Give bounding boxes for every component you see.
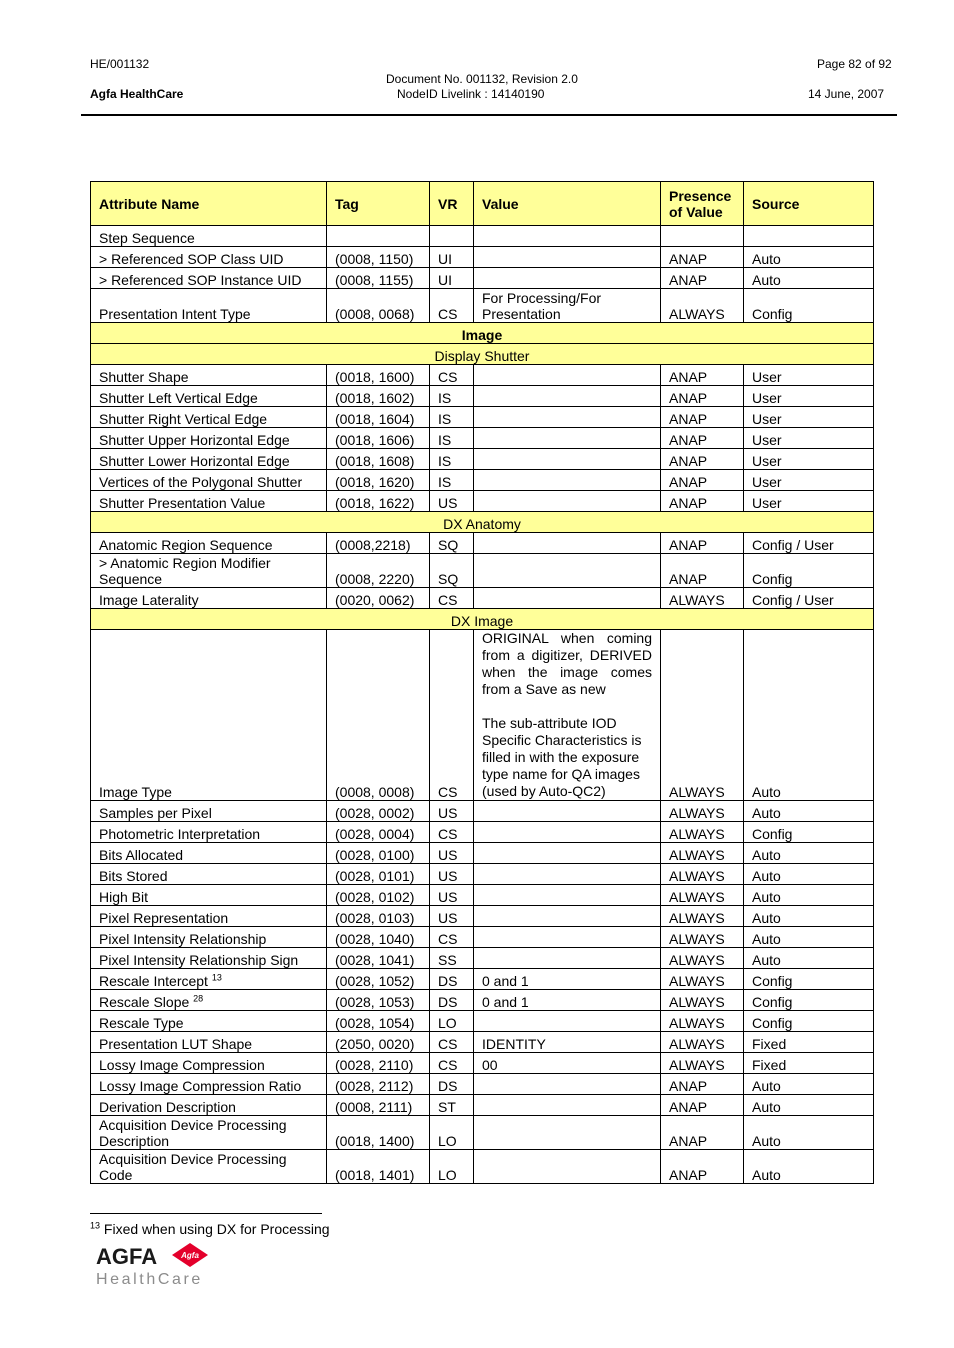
- table-row: [91, 822, 874, 843]
- cell-vr: IS: [430, 470, 474, 491]
- cell-presence: ALWAYS: [661, 801, 744, 822]
- table-row: [91, 885, 874, 906]
- cell-tag: (0028, 1052): [327, 969, 430, 990]
- table-row: [91, 801, 874, 822]
- cell-source: Config: [744, 289, 874, 323]
- cell-value: For Processing/For Presentation: [474, 289, 661, 323]
- header-rule: [81, 114, 897, 116]
- cell-attribute-name: Presentation LUT Shape: [91, 1032, 327, 1053]
- cell-attribute-name: Shutter Left Vertical Edge: [91, 386, 327, 407]
- cell-source: User: [744, 407, 874, 428]
- cell-attribute-name: Shutter Right Vertical Edge: [91, 407, 327, 428]
- cell-value: [474, 1116, 661, 1150]
- cell-tag: [327, 226, 430, 247]
- cell-presence: ALWAYS: [661, 990, 744, 1011]
- col-header-source: Source: [744, 182, 874, 226]
- table-row: [91, 927, 874, 948]
- cell-presence: ALWAYS: [661, 289, 744, 323]
- cell-value: [474, 630, 661, 801]
- footnote-number: 13: [90, 1220, 101, 1231]
- cell-vr: LO: [430, 1150, 474, 1184]
- doc-number: Document No. 001132, Revision 2.0: [386, 72, 578, 86]
- cell-attribute-name: Acquisition Device Processing Description: [91, 1116, 327, 1150]
- cell-tag: (0028, 0100): [327, 843, 430, 864]
- cell-presence: ANAP: [661, 1074, 744, 1095]
- table-row: [91, 449, 874, 470]
- cell-source: Auto: [744, 1150, 874, 1184]
- section-title-section-anatomy: DX Anatomy: [91, 512, 874, 533]
- cell-value: [474, 554, 661, 588]
- cell-presence: ALWAYS: [661, 1032, 744, 1053]
- cell-vr: DS: [430, 969, 474, 990]
- table-row: [91, 588, 874, 609]
- cell-vr: [430, 226, 474, 247]
- cell-value: [474, 386, 661, 407]
- cell-tag: (0028, 1040): [327, 927, 430, 948]
- table-row: [91, 247, 874, 268]
- cell-source: Auto: [744, 864, 874, 885]
- table-row: [91, 948, 874, 969]
- cell-source: Auto: [744, 927, 874, 948]
- cell-source: User: [744, 449, 874, 470]
- cell-vr: CS: [430, 289, 474, 323]
- table-row: [91, 969, 874, 990]
- table-row: [91, 428, 874, 449]
- footnote: [90, 1220, 330, 1238]
- cell-vr: UI: [430, 247, 474, 268]
- attribute-name: Rescale Slope: [99, 994, 190, 1010]
- table-row: [91, 630, 874, 801]
- cell-presence: ANAP: [661, 365, 744, 386]
- cell-presence: ALWAYS: [661, 927, 744, 948]
- cell-vr: US: [430, 885, 474, 906]
- col-header-attribute-name: Attribute Name: [91, 182, 327, 226]
- table-row: [91, 491, 874, 512]
- cell-tag: (0008, 0008): [327, 630, 430, 801]
- cell-presence: ANAP: [661, 1116, 744, 1150]
- table-row: [91, 407, 874, 428]
- cell-tag: (0028, 0103): [327, 906, 430, 927]
- cell-vr: IS: [430, 386, 474, 407]
- cell-value: [474, 268, 661, 289]
- table-row: [91, 533, 874, 554]
- cell-attribute-name: Shutter Shape: [91, 365, 327, 386]
- cell-vr: US: [430, 864, 474, 885]
- agfa-healthcare-logo: [95, 1240, 215, 1290]
- cell-source: Auto: [744, 1095, 874, 1116]
- cell-value: [474, 491, 661, 512]
- cell-source: Config / User: [744, 533, 874, 554]
- table-row: [91, 990, 874, 1011]
- cell-presence: [661, 226, 744, 247]
- cell-attribute-name: Photometric Interpretation: [91, 822, 327, 843]
- cell-tag: (0018, 1608): [327, 449, 430, 470]
- table-row: [91, 554, 874, 588]
- section-row: [91, 609, 874, 630]
- cell-presence: ANAP: [661, 554, 744, 588]
- cell-tag: (0008,2218): [327, 533, 430, 554]
- table-row: [91, 386, 874, 407]
- cell-value: [474, 247, 661, 268]
- cell-source: User: [744, 428, 874, 449]
- cell-tag: (0008, 2220): [327, 554, 430, 588]
- attribute-table: [90, 181, 874, 1184]
- cell-vr: US: [430, 843, 474, 864]
- cell-value: 00: [474, 1053, 661, 1074]
- cell-tag: (0028, 0101): [327, 864, 430, 885]
- cell-value: [474, 428, 661, 449]
- doc-date: 14 June, 2007: [808, 87, 885, 101]
- cell-value: [474, 407, 661, 428]
- cell-vr: US: [430, 801, 474, 822]
- cell-presence: ANAP: [661, 491, 744, 512]
- cell-source: User: [744, 470, 874, 491]
- logo-brand: AGFA: [96, 1244, 158, 1269]
- cell-vr: US: [430, 491, 474, 512]
- cell-value: [474, 1150, 661, 1184]
- table-row: [91, 843, 874, 864]
- footnote-text: Fixed when using DX for Processing: [103, 1221, 330, 1237]
- image-type-value-p1: ORIGINAL when coming from a digitizer, DERIVED when the image comes from a Save as new: [482, 630, 652, 697]
- doc-code: HE/001132: [90, 57, 150, 71]
- cell-presence: ALWAYS: [661, 969, 744, 990]
- cell-presence: ALWAYS: [661, 906, 744, 927]
- cell-presence: ALWAYS: [661, 885, 744, 906]
- attribute-name: Rescale Intercept: [99, 973, 208, 989]
- cell-presence: ANAP: [661, 1095, 744, 1116]
- cell-value: [474, 1074, 661, 1095]
- cell-vr: CS: [430, 630, 474, 801]
- cell-value: [474, 226, 661, 247]
- cell-vr: CS: [430, 1053, 474, 1074]
- cell-presence: ALWAYS: [661, 1011, 744, 1032]
- cell-presence: ANAP: [661, 386, 744, 407]
- cell-source: Config: [744, 969, 874, 990]
- cell-source: User: [744, 491, 874, 512]
- cell-presence: ALWAYS: [661, 630, 744, 801]
- cell-value: [474, 864, 661, 885]
- table-row: [91, 864, 874, 885]
- cell-tag: (0028, 1041): [327, 948, 430, 969]
- cell-vr: IS: [430, 449, 474, 470]
- cell-presence: ANAP: [661, 533, 744, 554]
- cell-tag: (2050, 0020): [327, 1032, 430, 1053]
- page-number: Page 82 of 92: [817, 57, 892, 71]
- table-row: [91, 289, 874, 323]
- cell-source: Auto: [744, 885, 874, 906]
- cell-presence: ALWAYS: [661, 588, 744, 609]
- cell-vr: IS: [430, 407, 474, 428]
- cell-value: [474, 533, 661, 554]
- cell-vr: DS: [430, 990, 474, 1011]
- table-row: [91, 365, 874, 386]
- cell-tag: (0028, 1054): [327, 1011, 430, 1032]
- cell-source: [744, 226, 874, 247]
- cell-presence: ALWAYS: [661, 822, 744, 843]
- cell-value: [474, 470, 661, 491]
- cell-attribute-name: Step Sequence: [91, 226, 327, 247]
- cell-value: IDENTITY: [474, 1032, 661, 1053]
- logo-badge: Agfa: [181, 1251, 199, 1260]
- cell-tag: (0020, 0062): [327, 588, 430, 609]
- cell-source: Auto: [744, 1116, 874, 1150]
- cell-presence: ANAP: [661, 470, 744, 491]
- cell-presence: ALWAYS: [661, 948, 744, 969]
- node-id: NodeID Livelink : 14140190: [397, 87, 545, 101]
- section-row: [91, 323, 874, 344]
- cell-vr: CS: [430, 588, 474, 609]
- cell-value: [474, 885, 661, 906]
- cell-tag: (0028, 0002): [327, 801, 430, 822]
- table-row: [91, 1150, 874, 1184]
- cell-presence: ALWAYS: [661, 864, 744, 885]
- cell-source: Fixed: [744, 1032, 874, 1053]
- cell-vr: DS: [430, 1074, 474, 1095]
- footnote-ref: 13: [211, 972, 222, 983]
- cell-value: [474, 843, 661, 864]
- cell-attribute-name: Image Type: [91, 630, 327, 801]
- cell-vr: LO: [430, 1011, 474, 1032]
- footnote-ref: 28: [193, 993, 204, 1004]
- table-body: [91, 226, 874, 1184]
- cell-presence: ANAP: [661, 428, 744, 449]
- col-header-presence: Presence of Value: [661, 182, 744, 226]
- cell-attribute-name: Bits Allocated: [91, 843, 327, 864]
- cell-value: 0 and 1: [474, 969, 661, 990]
- cell-tag: (0028, 0102): [327, 885, 430, 906]
- cell-source: Auto: [744, 247, 874, 268]
- cell-attribute-name: Acquisition Device Processing Code: [91, 1150, 327, 1184]
- cell-tag: (0008, 2111): [327, 1095, 430, 1116]
- cell-source: Auto: [744, 948, 874, 969]
- cell-value: [474, 1095, 661, 1116]
- cell-value: [474, 822, 661, 843]
- col-header-tag: Tag: [327, 182, 430, 226]
- cell-value: [474, 588, 661, 609]
- cell-source: Auto: [744, 801, 874, 822]
- cell-attribute-name: > Referenced SOP Class UID: [91, 247, 327, 268]
- cell-tag: (0028, 2112): [327, 1074, 430, 1095]
- section-title-section-dximage: DX Image: [91, 609, 874, 630]
- cell-value: [474, 449, 661, 470]
- cell-tag: (0018, 1622): [327, 491, 430, 512]
- cell-tag: (0018, 1600): [327, 365, 430, 386]
- cell-tag: (0018, 1620): [327, 470, 430, 491]
- cell-tag: (0018, 1604): [327, 407, 430, 428]
- section-title-section-image: Image: [91, 323, 874, 344]
- cell-source: Config: [744, 990, 874, 1011]
- table-row: [91, 226, 874, 247]
- col-header-value: Value: [474, 182, 661, 226]
- cell-source: Auto: [744, 1074, 874, 1095]
- cell-attribute-name: [91, 969, 327, 990]
- table-row: [91, 1116, 874, 1150]
- table-row: [91, 1053, 874, 1074]
- cell-source: Auto: [744, 906, 874, 927]
- footnote-rule: [90, 1213, 322, 1214]
- cell-vr: CS: [430, 927, 474, 948]
- cell-attribute-name: Bits Stored: [91, 864, 327, 885]
- table-row: [91, 906, 874, 927]
- section-row: [91, 344, 874, 365]
- cell-source: Config: [744, 822, 874, 843]
- cell-vr: UI: [430, 268, 474, 289]
- cell-source: User: [744, 386, 874, 407]
- cell-attribute-name: Lossy Image Compression Ratio: [91, 1074, 327, 1095]
- cell-attribute-name: Shutter Upper Horizontal Edge: [91, 428, 327, 449]
- cell-attribute-name: Shutter Lower Horizontal Edge: [91, 449, 327, 470]
- cell-tag: (0008, 0068): [327, 289, 430, 323]
- table-row: [91, 1095, 874, 1116]
- cell-attribute-name: Pixel Intensity Relationship: [91, 927, 327, 948]
- cell-presence: ANAP: [661, 268, 744, 289]
- cell-attribute-name: > Anatomic Region Modifier Sequence: [91, 554, 327, 588]
- cell-presence: ANAP: [661, 1150, 744, 1184]
- cell-source: Auto: [744, 843, 874, 864]
- cell-attribute-name: Shutter Presentation Value: [91, 491, 327, 512]
- cell-attribute-name: > Referenced SOP Instance UID: [91, 268, 327, 289]
- cell-presence: ALWAYS: [661, 1053, 744, 1074]
- table-row: [91, 470, 874, 491]
- cell-attribute-name: [91, 990, 327, 1011]
- cell-vr: CS: [430, 822, 474, 843]
- cell-value: [474, 801, 661, 822]
- cell-value: 0 and 1: [474, 990, 661, 1011]
- cell-vr: IS: [430, 428, 474, 449]
- cell-value: [474, 906, 661, 927]
- cell-presence: ANAP: [661, 407, 744, 428]
- cell-tag: (0028, 2110): [327, 1053, 430, 1074]
- cell-tag: (0028, 0004): [327, 822, 430, 843]
- cell-source: Config: [744, 554, 874, 588]
- company-name: Agfa HealthCare: [90, 87, 184, 101]
- cell-tag: (0018, 1400): [327, 1116, 430, 1150]
- cell-presence: ALWAYS: [661, 843, 744, 864]
- cell-presence: ANAP: [661, 449, 744, 470]
- section-row: [91, 512, 874, 533]
- cell-attribute-name: Pixel Representation: [91, 906, 327, 927]
- cell-source: Config: [744, 1011, 874, 1032]
- cell-vr: ST: [430, 1095, 474, 1116]
- image-type-value-p2: The sub-attribute IOD Specific Characteristics is filled in with the exposure type name for QA images (used by Auto-QC2): [482, 715, 642, 799]
- table-row: [91, 268, 874, 289]
- cell-vr: CS: [430, 365, 474, 386]
- cell-vr: SQ: [430, 533, 474, 554]
- cell-attribute-name: Anatomic Region Sequence: [91, 533, 327, 554]
- cell-value: [474, 1011, 661, 1032]
- cell-tag: (0028, 1053): [327, 990, 430, 1011]
- logo-sub: HealthCare: [96, 1271, 203, 1288]
- cell-vr: US: [430, 906, 474, 927]
- cell-source: Auto: [744, 630, 874, 801]
- cell-attribute-name: Image Laterality: [91, 588, 327, 609]
- cell-attribute-name: Derivation Description: [91, 1095, 327, 1116]
- cell-value: [474, 948, 661, 969]
- cell-tag: (0008, 1155): [327, 268, 430, 289]
- cell-attribute-name: Lossy Image Compression: [91, 1053, 327, 1074]
- cell-vr: SS: [430, 948, 474, 969]
- cell-source: Fixed: [744, 1053, 874, 1074]
- cell-vr: SQ: [430, 554, 474, 588]
- cell-presence: ANAP: [661, 247, 744, 268]
- cell-attribute-name: Presentation Intent Type: [91, 289, 327, 323]
- cell-source: User: [744, 365, 874, 386]
- cell-attribute-name: Pixel Intensity Relationship Sign: [91, 948, 327, 969]
- cell-tag: (0008, 1150): [327, 247, 430, 268]
- cell-vr: CS: [430, 1032, 474, 1053]
- table-row: [91, 1011, 874, 1032]
- table-header-row: [91, 182, 874, 226]
- cell-attribute-name: Vertices of the Polygonal Shutter: [91, 470, 327, 491]
- cell-vr: LO: [430, 1116, 474, 1150]
- cell-tag: (0018, 1606): [327, 428, 430, 449]
- section-title-section-shutter: Display Shutter: [91, 344, 874, 365]
- cell-tag: (0018, 1401): [327, 1150, 430, 1184]
- cell-source: Config / User: [744, 588, 874, 609]
- cell-attribute-name: Samples per Pixel: [91, 801, 327, 822]
- cell-tag: (0018, 1602): [327, 386, 430, 407]
- cell-value: [474, 927, 661, 948]
- table-row: [91, 1074, 874, 1095]
- cell-attribute-name: High Bit: [91, 885, 327, 906]
- cell-attribute-name: Rescale Type: [91, 1011, 327, 1032]
- col-header-vr: VR: [430, 182, 474, 226]
- cell-source: Auto: [744, 268, 874, 289]
- cell-value: [474, 365, 661, 386]
- table-row: [91, 1032, 874, 1053]
